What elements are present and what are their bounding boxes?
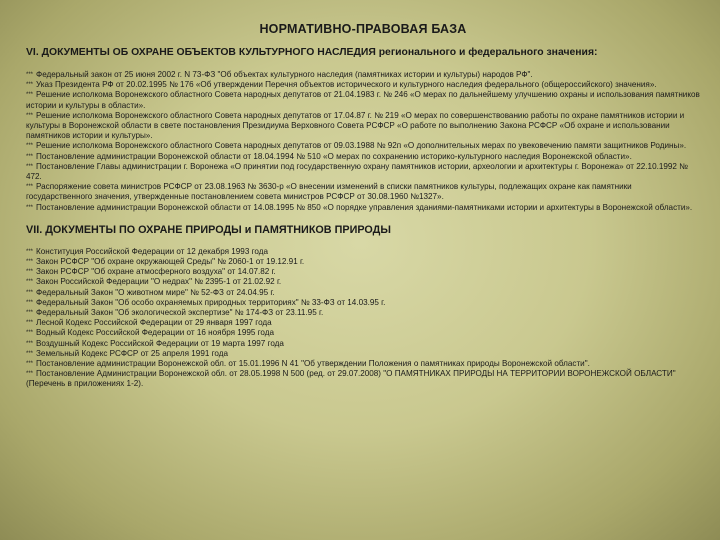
list-item: *** Закон Российской Федерации "О недрах" № 2395-1 от 21.02.92 г. xyxy=(26,277,282,287)
page-title: НОРМАТИВНО-ПРАВОВАЯ БАЗА xyxy=(259,22,467,36)
list-item: *** Постановление Главы администрации г. Воронежа «О принятии под государственную охрану памятников истории, археологии и архитектуры г. Воронежа» от 22.10.1992 № 472. xyxy=(26,161,688,182)
bullet-marker: *** xyxy=(26,153,34,160)
bullet-marker: *** xyxy=(26,143,34,150)
list-item: *** Федеральный Закон "О животном мире" № 52-ФЗ от 24.04.95 г. xyxy=(26,287,275,297)
list-item: *** Водный Кодекс Российской Федерации от 16 ноября 1995 года xyxy=(26,328,275,338)
list-item: *** Закон РСФСР "Об охране окружающей Среды" № 2060-1 от 19.12.91 г. xyxy=(26,257,305,267)
bullet-marker: *** xyxy=(26,82,34,89)
list-item: *** Решение исполкома Воронежского областного Совета народных депутатов от 17.04.87 г. № 219 «О мерах по совершенствованию работы по охране памятников истории и культуры в Воронежской области в свете постановления Президиума Верховного Совета РСФСР «О работе по выполнению Закона РСФСР «Об охране и использовании памятников истории и культуры». xyxy=(26,110,685,141)
list-item: *** Федеральный закон от 25 июня 2002 г. N 73-ФЗ "Об объектах культурного наследия (памятниках истории и культуры) народов РФ". xyxy=(26,70,533,79)
list-item: *** Постановление администрации Воронежской области от 18.04.1994 № 510 «О мерах по сохранению историко-культурного наследия Воронежской области». xyxy=(26,151,632,161)
list-item: *** Воздушный Кодекс Российской Федерации от 19 марта 1997 года xyxy=(26,338,284,348)
list-item: *** Постановление администрации Воронежской области от 14.08.1995 № 850 «О порядке управления зданиями-памятниками истории и архитектуры в Воронежской области». xyxy=(26,202,693,212)
list-item: *** Решение исполкома Воронежского областного Совета народных депутатов от 09.03.1988 № 92п «О дополнительных мерах по увековечению памяти защитников Родины». xyxy=(26,141,687,151)
bullet-marker: *** xyxy=(26,350,34,357)
list-item: *** Постановление Администрации Воронежской обл. от 28.05.1998 N 500 (ред. от 29.07.2008) "О ПАМЯТНИКАХ ПРИРОДЫ НА ТЕРРИТОРИИ ВОРОНЕЖСКОЙ ОБЛАСТИ" (Перечень в приложениях 1-2). xyxy=(26,369,676,389)
bullet-marker: *** xyxy=(26,92,34,99)
bullet-marker: *** xyxy=(26,279,34,286)
section-heading: VII. ДОКУМЕНТЫ ПО ОХРАНЕ ПРИРОДЫ и ПАМЯТНИКОВ ПРИРОДЫ xyxy=(26,223,391,236)
list-item: *** Земельный Кодекс РСФСР от 25 апреля 1991 года xyxy=(26,348,229,358)
list-item: *** Лесной Кодекс Российской Федерации от 29 января 1997 года xyxy=(26,318,272,328)
section-cultural-heritage xyxy=(26,46,700,213)
bullet-marker: *** xyxy=(26,204,34,211)
list-item: *** Федеральный Закон "Об особо охраняемых природных территориях" № 33-ФЗ от 14.03.95 г. xyxy=(26,297,386,307)
section-heading-sub: регионального и федерального значения: xyxy=(378,47,598,58)
list-item: *** Постановление администрации Воронежской обл. от 15.01.1996 N 41 "Об утверждении Положения о памятниках природы Воронежской области". xyxy=(26,359,590,369)
list-item: *** Решение исполкома Воронежского областного Совета народных депутатов от 21.04.1983 г. № 246 «О мерах по дальнейшему улучшению охраны и использования памятников истории и культуры в области». xyxy=(26,90,700,110)
bullet-marker: *** xyxy=(26,320,34,327)
bullet-marker: *** xyxy=(26,361,34,368)
section-heading-main: VI. ДОКУМЕНТЫ ОБ ОХРАНЕ ОБЪЕКТОВ КУЛЬТУРНОГО НАСЛЕДИЯ xyxy=(26,47,376,58)
list-item: *** Конституция Российской Федерации от 12 декабря 1993 года xyxy=(26,246,268,256)
bullet-marker: *** xyxy=(26,289,34,296)
list-item: *** Федеральный Закон "Об экологической экспертизе" № 174-ФЗ от 23.11.95 г. xyxy=(26,308,324,318)
document-list xyxy=(26,247,700,390)
section-nature-protection xyxy=(26,223,700,390)
section-heading xyxy=(26,46,700,60)
bullet-marker: *** xyxy=(26,72,34,78)
document-list xyxy=(26,70,700,213)
bullet-marker: *** xyxy=(26,184,34,191)
bullet-marker: *** xyxy=(26,340,34,347)
bullet-marker: *** xyxy=(26,330,34,337)
bullet-marker: *** xyxy=(26,310,34,317)
list-item: *** Указ Президента РФ от 20.02.1995 № 176 «Об утверждении Перечня объектов исторического и культурного наследия федерального (общероссийского) значения». xyxy=(26,80,657,90)
bullet-marker: *** xyxy=(26,259,34,266)
list-item: *** Закон РСФСР "Об охране атмосферного воздуха" от 14.07.82 г. xyxy=(26,267,276,277)
bullet-marker: *** xyxy=(26,112,34,119)
bullet-marker: *** xyxy=(26,269,34,276)
bullet-marker: *** xyxy=(26,248,34,255)
bullet-marker: *** xyxy=(26,371,34,378)
bullet-marker: *** xyxy=(26,299,34,306)
bullet-marker: *** xyxy=(26,163,34,170)
list-item: *** Распоряжение совета министров РСФСР от 23.08.1963 № 3630-р «О внесении изменений в списки памятников культуры, подлежащих охране как памятники государственного значения, утвержденные постановлением совета министров РСФСР от 30.08.1960 №1327». xyxy=(26,182,632,202)
